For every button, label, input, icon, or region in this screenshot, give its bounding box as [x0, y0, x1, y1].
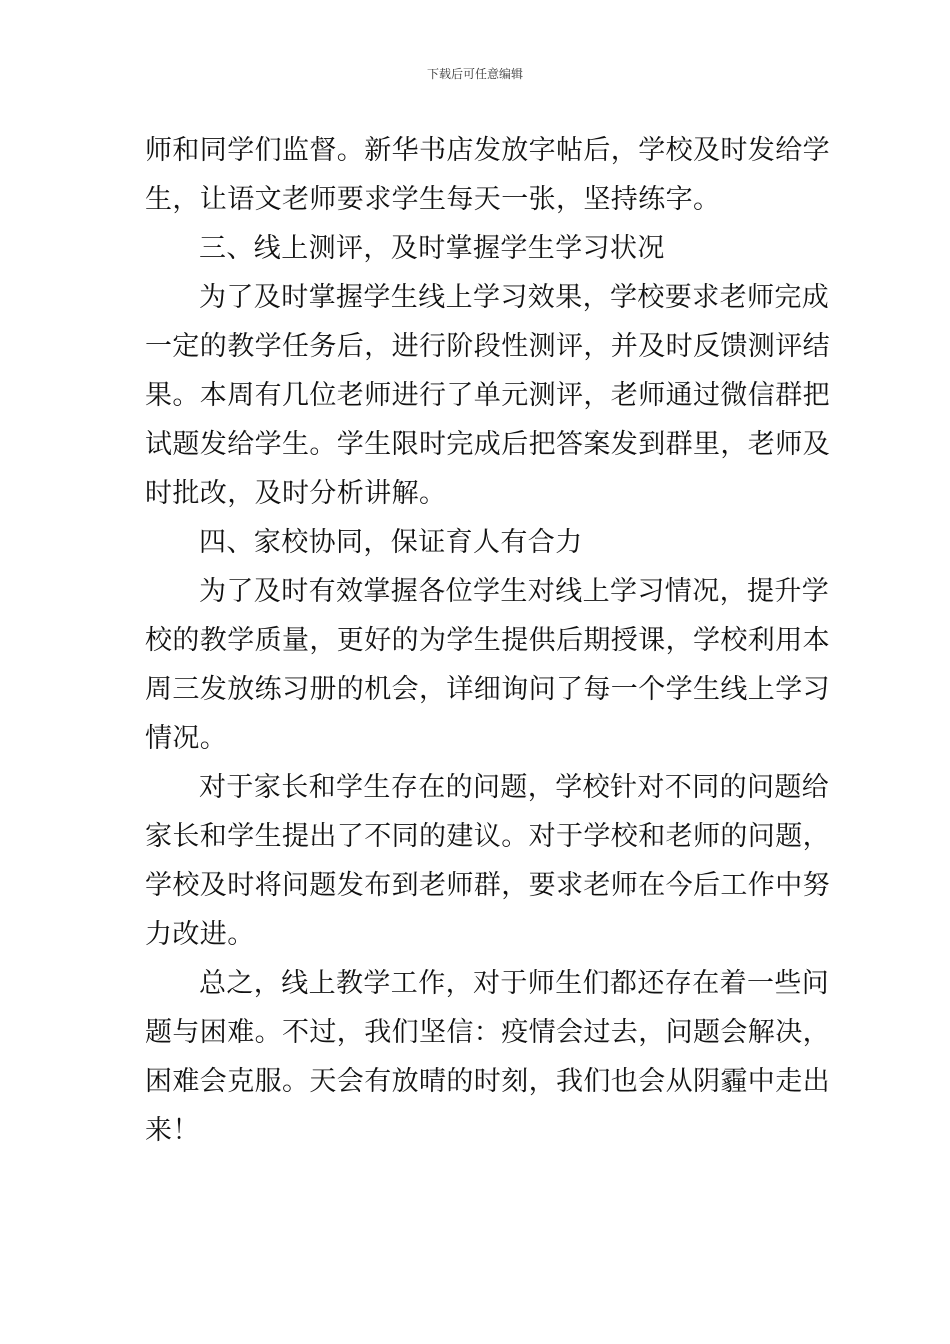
paragraph-line: 来！	[145, 1115, 200, 1146]
document-body	[145, 126, 830, 1155]
page-header: 下载后可任意编辑	[426, 67, 523, 81]
paragraph-line: 果。本周有几位老师进行了单元测评，老师通过微信群把	[145, 380, 830, 411]
paragraph-line: 情况。	[145, 723, 228, 754]
paragraph-line: 力改进。	[145, 919, 255, 950]
paragraph-line: 为了及时有效掌握各位学生对线上学习情况，提升学	[199, 576, 830, 607]
section-heading: 三、线上测评，及时掌握学生学习状况	[199, 233, 665, 264]
paragraph-line: 学校及时将问题发布到老师群，要求老师在今后工作中努	[145, 870, 830, 901]
paragraph-line: 周三发放练习册的机会，详细询问了每一个学生线上学习	[145, 674, 830, 705]
paragraph-line: 一定的教学任务后，进行阶段性测评，并及时反馈测评结	[145, 331, 830, 362]
section-heading: 四、家校协同，保证育人有合力	[199, 527, 583, 558]
paragraph-line: 困难会克服。天会有放晴的时刻，我们也会从阴霾中走出	[145, 1066, 830, 1097]
paragraph-line: 师和同学们监督。新华书店发放字帖后，学校及时发给学	[145, 135, 830, 166]
paragraph-line: 对于家长和学生存在的问题，学校针对不同的问题给	[199, 772, 830, 803]
paragraph-line: 题与困难。不过，我们坚信：疫情会过去，问题会解决，	[145, 1017, 830, 1048]
paragraph-line: 校的教学质量，更好的为学生提供后期授课，学校利用本	[145, 625, 830, 656]
paragraph-line: 家长和学生提出了不同的建议。对于学校和老师的问题，	[145, 821, 830, 852]
paragraph-line: 总之，线上教学工作，对于师生们都还存在着一些问	[199, 968, 830, 999]
paragraph-line: 为了及时掌握学生线上学习效果，学校要求老师完成	[199, 282, 830, 313]
paragraph-line: 生，让语文老师要求学生每天一张，坚持练字。	[145, 184, 721, 215]
paragraph-line: 试题发给学生。学生限时完成后把答案发到群里，老师及	[145, 429, 830, 460]
paragraph-line: 时批改，及时分析讲解。	[145, 478, 447, 509]
